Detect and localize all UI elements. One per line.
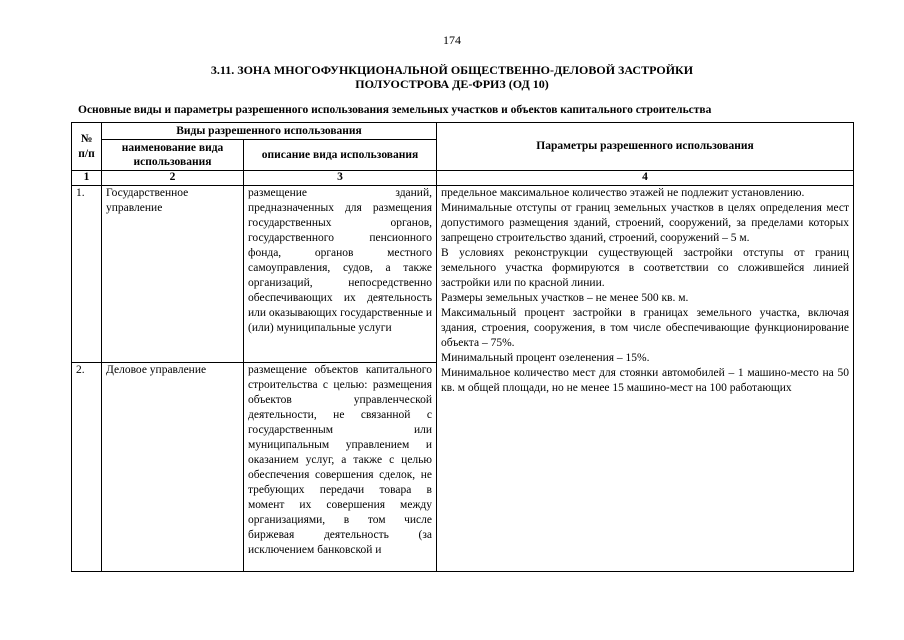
- column-number: 2: [102, 171, 244, 186]
- use-type-name: Деловое управление: [102, 363, 244, 572]
- row-number: 1.: [72, 186, 102, 363]
- column-number: 4: [437, 171, 854, 186]
- use-type-name: Государственное управление: [102, 186, 244, 363]
- zone-title-line1: 3.11. ЗОНА МНОГОФУНКЦИОНАЛЬНОЙ ОБЩЕСТВЕННО-ДЕЛОВОЙ ЗАСТРОЙКИ: [210, 63, 694, 77]
- parameter-item: Минимальный процент озеленения – 15%.: [441, 352, 650, 364]
- parameter-item: Размеры земельных участков – не менее 500 кв. м.: [441, 292, 689, 304]
- column-number-row: [72, 171, 854, 186]
- zone-title: [0, 63, 904, 91]
- table-caption: Основные виды и параметры разрешенного использования земельных участков и объектов капитального строительства: [78, 104, 712, 116]
- page-number: 174: [443, 33, 461, 47]
- parameter-item: Максимальный процент застройки в границах земельного участка, включая здания, строения, сооружения, в том числе обеспечивающие функционирование объекта – 75%.: [441, 307, 849, 349]
- header-types: Виды разрешенного использования: [102, 123, 437, 140]
- header-row-top: [72, 123, 854, 140]
- use-type-description: размещение объектов капитального строительства с целью: размещения объектов управленческой деятельности, не связанной с государственным или муниципальным управлением и оказанием услуг, а также с целью обеспечения совершения сделок, не требующих передачи товара в момент их совершения между организациями, в том числе биржевая деятельность (за исключением банковской и: [244, 363, 437, 572]
- land-use-table: [71, 122, 854, 572]
- header-params: Параметры разрешенного использования: [437, 123, 854, 171]
- zone-title-line2: ПОЛУОСТРОВА ДЕ-ФРИЗ (ОД 10): [355, 77, 549, 91]
- header-name: наименование вида использования: [102, 140, 244, 171]
- parameters-cell: [437, 186, 854, 572]
- row-number: 2.: [72, 363, 102, 572]
- parameter-item: Минимальное количество мест для стоянки автомобилей – 1 машино-место на 50 кв. м общей площади, но не менее 15 машино-мест на 100 работающих: [441, 367, 849, 394]
- parameter-item: В условиях реконструкции существующей застройки отступы от границ земельного участка формируются в соответствии со сложившейся линией застройки или по красной линии.: [441, 247, 849, 289]
- parameter-item: Минимальные отступы от границ земельных участков в целях определения мест допустимого размещения зданий, строений, сооружений, за пределами которых запрещено строительство зданий, строений, сооружений – 5 м.: [441, 202, 849, 244]
- parameter-item: предельное максимальное количество этажей не подлежит установлению.: [441, 187, 805, 199]
- use-type-description: размещение зданий, предназначенных для размещения государственных органов, государственного пенсионного фонда, органов местного самоуправления, судов, а также организаций, непосредственно обеспечивающих их деятельность или оказывающих государственные и (или) муниципальные услуги: [244, 186, 437, 363]
- header-description: описание вида использования: [244, 140, 437, 171]
- column-number: 3: [244, 171, 437, 186]
- column-number: 1: [72, 171, 102, 186]
- header-num: № п/п: [72, 123, 102, 171]
- table-row: [72, 186, 854, 363]
